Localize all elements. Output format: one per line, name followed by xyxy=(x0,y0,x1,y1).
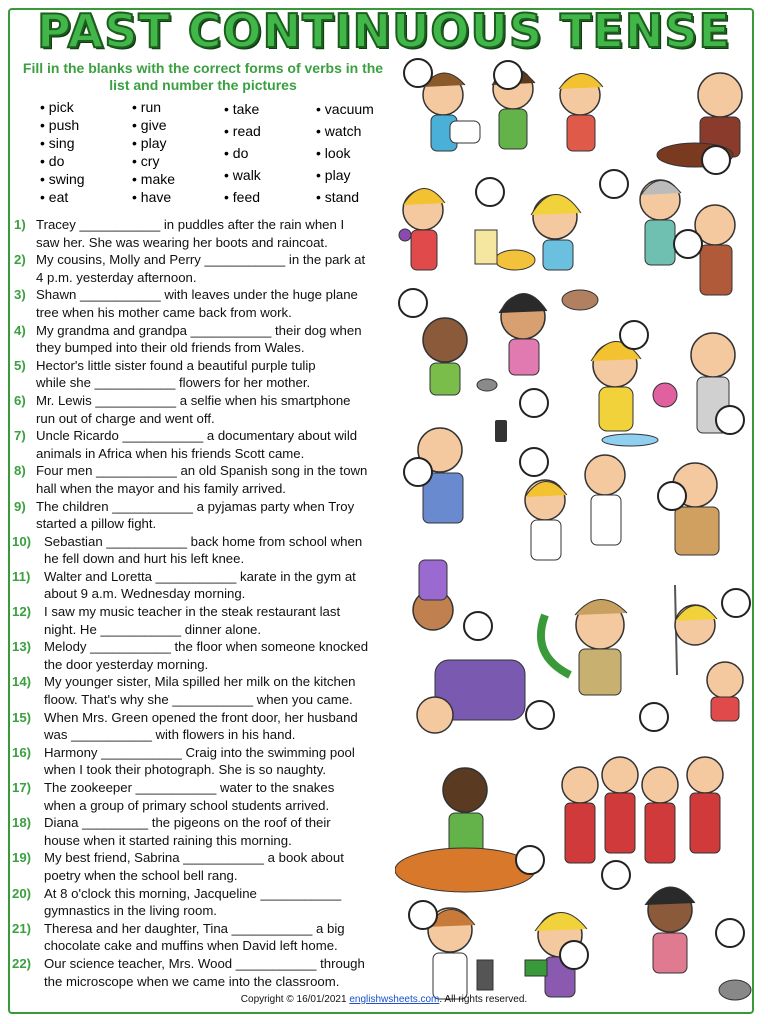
question-line-1: The children ___________ a pyjamas party when Troy xyxy=(36,498,355,514)
boy-in-leaves-illustration xyxy=(395,768,535,892)
question-number: 15) xyxy=(12,709,32,725)
question-line-2: 4 p.m. yesterday afternoon. xyxy=(36,269,197,285)
girl-with-tulip-illustration xyxy=(399,188,445,270)
question-number: 20) xyxy=(12,885,32,901)
question-number: 19) xyxy=(12,850,32,866)
singing-men-illustration xyxy=(562,757,723,863)
question-item xyxy=(14,779,404,814)
question-number: 17) xyxy=(12,780,32,795)
verb-list-column-2 xyxy=(132,98,175,206)
girl-in-puddles-illustration xyxy=(591,341,658,446)
question-line-2: run out of charge and went off. xyxy=(36,410,215,426)
question-line-1: Walter and Loretta ___________ karate in the gym at xyxy=(44,568,356,584)
question-line-2: saw her. She was wearing her boots and raincoat. xyxy=(36,234,328,250)
verb-list-column-1 xyxy=(40,98,85,206)
question-number: 5) xyxy=(14,357,26,373)
question-line-2: the door yesterday morning. xyxy=(44,656,209,672)
picture-number-circle[interactable] xyxy=(559,940,589,970)
question-number: 13) xyxy=(12,639,32,655)
verb-item: • walk xyxy=(224,164,261,186)
question-item xyxy=(14,744,404,779)
question-item xyxy=(14,603,404,638)
picture-number-circle[interactable] xyxy=(463,611,493,641)
feeding-pigeons-illustration xyxy=(423,293,547,395)
question-number: 4) xyxy=(14,322,26,338)
question-item xyxy=(14,955,404,990)
verb-item: • take xyxy=(224,98,261,120)
verb-item: • do xyxy=(40,152,85,170)
picture-number-circle[interactable] xyxy=(493,60,523,90)
verb-item: • give xyxy=(132,116,175,134)
verb-item: • read xyxy=(224,120,261,142)
picture-number-circle[interactable] xyxy=(403,58,433,88)
question-line-1: Theresa and her daughter, Tina ___________ a big xyxy=(44,920,345,936)
question-line-2: the microscope when we came into the classroom. xyxy=(44,973,340,989)
question-line-1: The zookeeper ___________ water to the snakes xyxy=(44,780,335,795)
question-line-2: tree when his mother came back from work. xyxy=(36,304,292,320)
question-line-1: Shawn ___________ with leaves under the huge plane xyxy=(36,287,358,303)
question-line-1: My best friend, Sabrina ___________ a book about xyxy=(44,850,344,866)
verb-item: • feed xyxy=(224,186,261,208)
question-line-1: Four men ___________ an old Spanish song in the town xyxy=(36,463,368,479)
picture-number-circle[interactable] xyxy=(525,700,555,730)
picture-number-circle[interactable] xyxy=(639,702,669,732)
picture-number-circle[interactable] xyxy=(721,588,751,618)
question-item xyxy=(14,286,404,321)
picture-number-circle[interactable] xyxy=(398,288,428,318)
question-line-2: hall when the mayor and his family arrived. xyxy=(36,480,286,496)
question-number: 12) xyxy=(12,604,32,620)
question-line-1: Hector's little sister found a beautiful purple tulip xyxy=(36,357,316,373)
question-number: 22) xyxy=(12,955,32,971)
question-line-2: started a pillow fight. xyxy=(36,516,157,532)
question-number: 6) xyxy=(14,392,26,408)
question-number: 16) xyxy=(12,744,32,760)
verb-item: • cry xyxy=(132,152,175,170)
question-line-2: they bumped into their old friends from Wales. xyxy=(36,340,305,356)
gymnastics-girl-illustration xyxy=(413,560,453,630)
question-line-1: Tracey ___________ in puddles after the rain when I xyxy=(36,217,345,232)
picture-number-circle[interactable] xyxy=(657,481,687,511)
question-number: 9) xyxy=(14,498,26,514)
question-item xyxy=(14,920,404,955)
question-line-1: My younger sister, Mila spilled her milk on the kitchen xyxy=(44,674,356,690)
page-title: PAST CONTINUOUS TENSE xyxy=(37,4,731,58)
question-item xyxy=(14,885,404,920)
verb-item: • pick xyxy=(40,98,85,116)
question-line-2: while she ___________ flowers for her mother. xyxy=(36,375,311,391)
question-line-2: animals in Africa when his friends Scott came. xyxy=(36,445,305,461)
copyright-notice xyxy=(0,994,768,1005)
copyright-prefix: Copyright © 16/01/2021 xyxy=(240,994,350,1005)
question-line-1: Sebastian ___________ back home from school when xyxy=(44,533,363,549)
question-line-2: about 9 a.m. Wednesday morning. xyxy=(44,586,246,602)
question-number: 14) xyxy=(12,674,32,690)
cartoon-illustrations xyxy=(395,55,760,1010)
verb-item: • play xyxy=(316,164,374,186)
question-line-1: I saw my music teacher in the steak restaurant last xyxy=(44,604,341,620)
question-item xyxy=(14,216,404,251)
question-line-2: when I took their photograph. She is so naughty. xyxy=(44,762,327,778)
question-line-1: At 8 o'clock this morning, Jacqueline ___________ xyxy=(44,885,342,901)
question-line-2: poetry when the school bell rang. xyxy=(44,867,238,883)
question-line-1: Melody ___________ the floor when someone knocked xyxy=(44,639,369,655)
copyright-link[interactable]: englishwsheets.com xyxy=(349,994,440,1005)
verb-item: • do xyxy=(224,142,261,164)
question-list xyxy=(14,216,404,990)
instructions: Fill in the blanks with the correct forms of verbs in the list and number the pictures xyxy=(22,60,384,93)
question-line-1: Mr. Lewis ___________ a selfie when his smartphone xyxy=(36,392,351,408)
picture-number-circle[interactable] xyxy=(601,860,631,890)
question-number: 3) xyxy=(14,287,26,303)
elderly-couple-walking-dog-illustration xyxy=(562,180,735,310)
picture-number-circle[interactable] xyxy=(475,177,505,207)
verb-item: • watch xyxy=(316,120,374,142)
boy-with-backpack-illustration xyxy=(417,660,525,733)
question-item xyxy=(14,322,404,357)
picture-number-circle[interactable] xyxy=(701,145,731,175)
picture-number-circle[interactable] xyxy=(519,388,549,418)
verb-item: • run xyxy=(132,98,175,116)
question-item xyxy=(14,392,404,427)
verb-item: • swing xyxy=(40,170,85,188)
question-line-1: Our science teacher, Mrs. Wood ___________ through xyxy=(44,955,365,971)
verb-list-column-4 xyxy=(316,98,374,208)
question-item xyxy=(14,251,404,286)
verb-item: • play xyxy=(132,134,175,152)
question-number: 2) xyxy=(14,252,26,268)
picture-number-circle[interactable] xyxy=(519,447,549,477)
question-item xyxy=(14,673,404,708)
picture-number-circle[interactable] xyxy=(715,918,745,948)
question-item xyxy=(14,498,404,533)
question-number: 11) xyxy=(12,568,31,584)
question-item xyxy=(14,427,404,462)
question-line-2: he fell down and hurt his left knee. xyxy=(44,551,245,567)
picture-number-circle[interactable] xyxy=(408,900,438,930)
question-line-2: gymnastics in the living room. xyxy=(44,903,217,919)
verb-item: • eat xyxy=(40,188,85,206)
question-line-1: My cousins, Molly and Perry ___________ in the park at xyxy=(36,252,366,268)
question-line-1: My grandma and grandpa ___________ their dog when xyxy=(36,322,362,338)
verb-list-column-3 xyxy=(224,98,261,208)
question-item xyxy=(14,814,404,849)
picture-number-circle[interactable] xyxy=(599,169,629,199)
verb-item: • sing xyxy=(40,134,85,152)
question-number: 21) xyxy=(12,920,32,936)
question-item xyxy=(14,709,404,744)
question-line-2: floow. That's why she ___________ when you came. xyxy=(44,692,353,708)
question-line-2: when a group of primary school students arrived. xyxy=(44,797,330,813)
copyright-suffix: . All rights reserved. xyxy=(439,994,528,1005)
question-item xyxy=(14,533,404,568)
picture-number-circle[interactable] xyxy=(515,845,545,875)
picture-number-circle[interactable] xyxy=(715,405,745,435)
question-number: 1) xyxy=(14,217,26,232)
question-item xyxy=(14,638,404,673)
verb-item: • look xyxy=(316,142,374,164)
scientist-with-microscope-illustration xyxy=(427,908,493,999)
verb-item: • push xyxy=(40,116,85,134)
picture-panel xyxy=(395,55,760,1010)
picture-number-circle[interactable] xyxy=(619,320,649,350)
question-line-2: house when it started raining this morning. xyxy=(44,832,292,848)
question-number: 8) xyxy=(14,463,26,479)
question-number: 18) xyxy=(12,815,32,831)
picture-number-circle[interactable] xyxy=(403,457,433,487)
question-number: 7) xyxy=(14,428,26,444)
question-number: 10) xyxy=(12,533,32,549)
verb-item: • stand xyxy=(316,186,374,208)
man-watching-tv-illustration xyxy=(673,463,719,555)
question-line-2: chocolate cake and muffins when David left home. xyxy=(44,938,338,954)
question-item xyxy=(14,849,404,884)
question-line-1: Uncle Ricardo ___________ a documentary about wild xyxy=(36,428,358,444)
question-line-1: Diana _________ the pigeons on the roof of their xyxy=(44,815,331,831)
question-item xyxy=(14,462,404,497)
verb-item: • vacuum xyxy=(316,98,374,120)
question-line-2: night. He ___________ dinner alone. xyxy=(44,621,262,637)
verb-item: • have xyxy=(132,188,175,206)
question-line-1: Harmony ___________ Craig into the swimming pool xyxy=(44,744,355,760)
verb-item: • make xyxy=(132,170,175,188)
question-line-2: was ___________ with flowers in his hand. xyxy=(44,727,296,743)
question-item xyxy=(14,357,404,392)
question-item xyxy=(14,568,404,603)
picture-number-circle[interactable] xyxy=(673,229,703,259)
question-line-1: When Mrs. Green opened the front door, her husband xyxy=(44,709,358,725)
zookeeper-with-snake-illustration xyxy=(541,599,627,695)
